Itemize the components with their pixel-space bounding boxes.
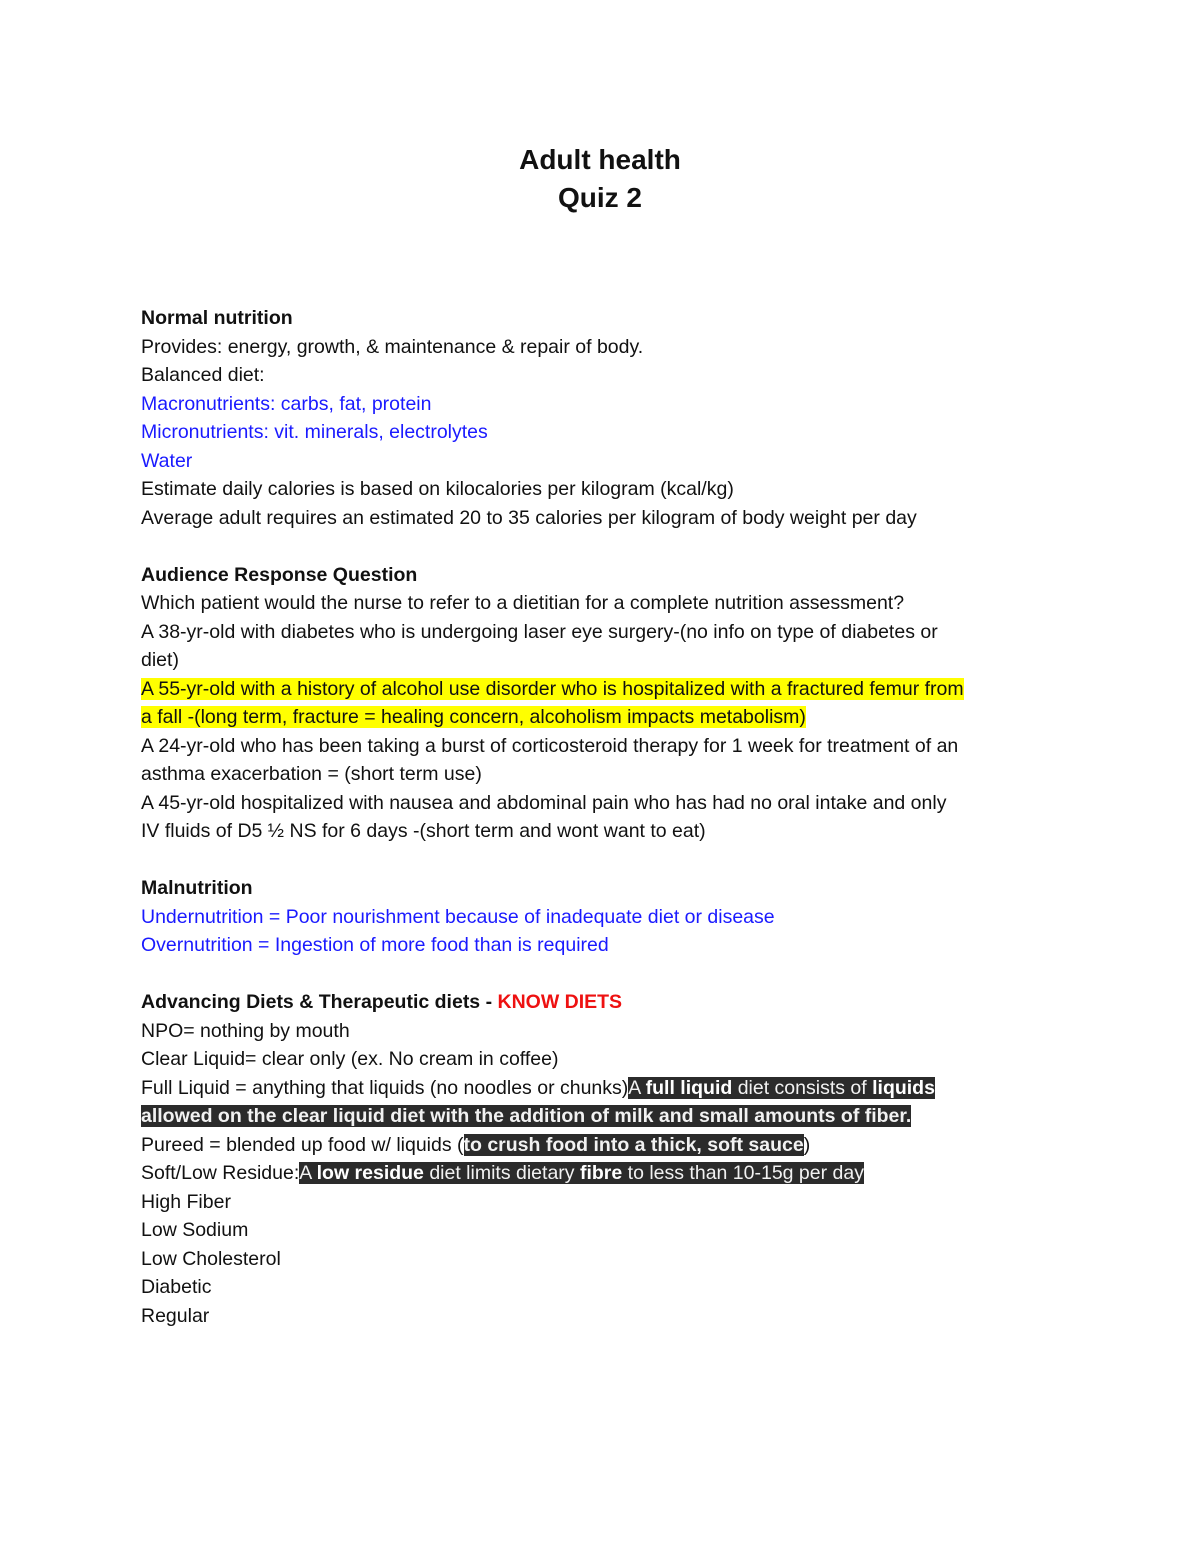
- hl-text: diet limits dietary: [423, 1162, 580, 1184]
- option-b-highlight-line-2: a fall -(long term, fracture = healing concern, alcoholism impacts metabolism): [141, 706, 806, 728]
- hl-text: A: [299, 1162, 317, 1184]
- text-overnutrition: Overnutrition = Ingestion of more food than is required: [141, 934, 609, 956]
- pureed-suffix: ): [803, 1133, 811, 1156]
- text-npo: NPO= nothing by mouth: [141, 1019, 350, 1042]
- text-undernutrition: Undernutrition = Poor nourishment because of inadequate diet or disease: [141, 905, 775, 928]
- option-d-line-1: A 45-yr-old hospitalized with nausea and abdominal pain who has had no oral intake and only: [141, 791, 947, 814]
- pureed-highlight: to crush food into a thick, soft sauce: [463, 1133, 804, 1156]
- soft-residue-line: [141, 1159, 1061, 1188]
- document-body: [141, 304, 1061, 1330]
- section-heading-audience-response: Audience Response Question: [141, 563, 418, 586]
- blank-line: [141, 846, 1061, 875]
- hl-text: A: [628, 1076, 646, 1099]
- hl-bold-text: liquids: [872, 1076, 935, 1099]
- text-provides: Provides: energy, growth, & maintenance & repair of body.: [141, 335, 644, 358]
- text-low-sodium: Low Sodium: [141, 1219, 249, 1241]
- section-heading-malnutrition: Malnutrition: [141, 877, 253, 899]
- text-high-fiber: High Fiber: [141, 1190, 231, 1213]
- option-d-line-2: IV fluids of D5 ½ NS for 6 days -(short term and wont want to eat): [141, 820, 706, 842]
- text-average-adult: Average adult requires an estimated 20 to 35 calories per kilogram of body weight per day: [141, 506, 917, 529]
- blank-line: [141, 532, 1061, 561]
- text-estimate-calories: Estimate daily calories is based on kilocalories per kilogram (kcal/kg): [141, 478, 734, 500]
- soft-prefix: Soft/Low Residue:: [141, 1162, 300, 1184]
- know-diets-emphasis: KNOW DIETS: [497, 991, 623, 1013]
- text-macronutrients: Macronutrients: carbs, fat, protein: [141, 392, 432, 415]
- text-low-cholesterol: Low Cholesterol: [141, 1247, 281, 1270]
- soft-highlight: [299, 1162, 864, 1184]
- hl-bold-text: low residue: [316, 1162, 424, 1184]
- text-question: Which patient would the nurse to refer to a dietitian for a complete nutrition assessment?: [141, 592, 905, 614]
- text-diabetic: Diabetic: [141, 1276, 212, 1298]
- full-liquid-prefix: Full Liquid = anything that liquids (no noodles or chunks): [141, 1076, 629, 1099]
- text-micronutrients: Micronutrients: vit. minerals, electrolytes: [141, 421, 488, 443]
- hl-bold-text: full liquid: [645, 1076, 733, 1099]
- section-heading-normal-nutrition: Normal nutrition: [141, 307, 293, 329]
- hl-bold-text: fibre: [579, 1162, 623, 1184]
- option-c-line-2: asthma exacerbation = (short term use): [141, 763, 482, 785]
- document-title: [0, 141, 1200, 217]
- option-c-line-1: A 24-yr-old who has been taking a burst of corticosteroid therapy for 1 week for treatment of an: [141, 734, 959, 757]
- text-regular: Regular: [141, 1304, 210, 1327]
- full-liquid-highlight-2: allowed on the clear liquid diet with the addition of milk and small amounts of fiber.: [141, 1105, 912, 1127]
- section-heading-diets: [141, 988, 1061, 1017]
- full-liquid-line-1: [141, 1074, 1061, 1103]
- title-line-1: Adult health: [519, 144, 681, 175]
- hl-text: to less than 10-15g per day: [622, 1162, 864, 1184]
- text-clear-liquid: Clear Liquid= clear only (ex. No cream in coffee): [141, 1048, 559, 1070]
- diets-heading-text: Advancing Diets & Therapeutic diets -: [141, 991, 498, 1013]
- text-balanced-diet: Balanced diet:: [141, 364, 265, 386]
- text-water: Water: [141, 449, 193, 472]
- option-b-highlight-line-1: A 55-yr-old with a history of alcohol use disorder who is hospitalized with a fractured femur from: [141, 677, 964, 700]
- hl-text: diet consists of: [732, 1076, 873, 1099]
- title-line-2: Quiz 2: [557, 182, 642, 213]
- pureed-line: [141, 1131, 1061, 1160]
- pureed-prefix: Pureed = blended up food w/ liquids (: [141, 1133, 464, 1156]
- option-a-line-1: A 38-yr-old with diabetes who is undergoing laser eye surgery-(no info on type of diabetes or: [141, 620, 938, 643]
- option-a-line-2: diet): [141, 649, 179, 671]
- blank-line: [141, 960, 1061, 989]
- full-liquid-highlight-1: [628, 1077, 935, 1099]
